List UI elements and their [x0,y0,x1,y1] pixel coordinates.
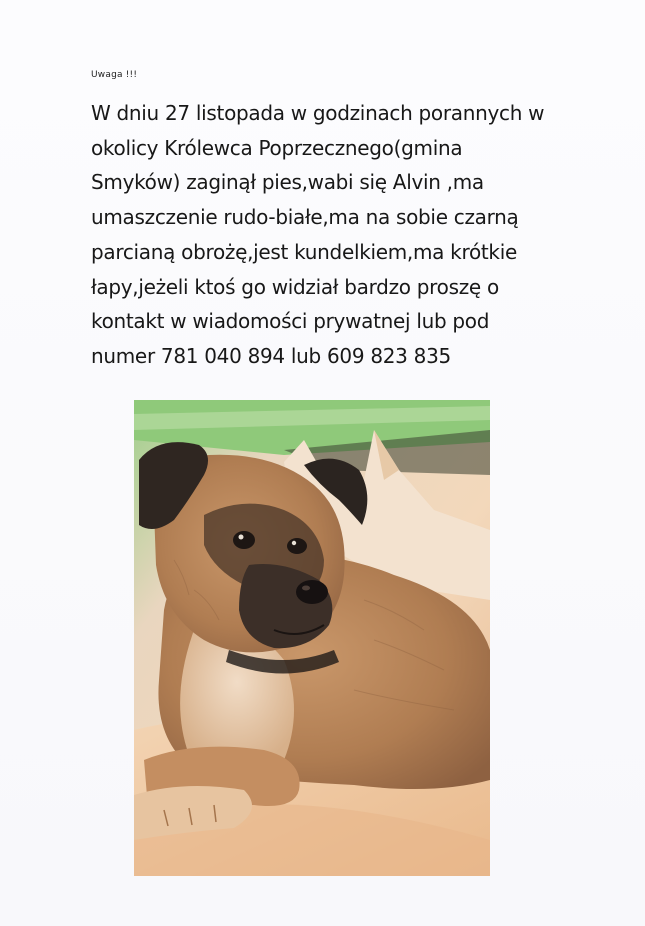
dog-illustration [134,400,490,876]
notice-line: łapy,jeżeli ktoś go widział bardzo proszę o [91,274,499,299]
notice-line: parcianą obrożę,jest kundelkiem,ma krótkie [91,239,517,264]
notice-line: Smyków) zaginął pies,wabi się Alvin ,ma [91,170,484,195]
dog-right-eye [287,538,307,554]
notice-line: kontakt w wiadomości prywatnej lub pod [91,309,490,334]
notice-line: W dniu 27 listopada w godzinach porannych w [91,101,545,125]
notice-line: numer 781 040 894 lub 609 823 835 [91,343,451,368]
dog-photo [134,400,490,876]
notice-line: okolicy Królewca Poprzecznego(gmina [91,135,463,160]
notice-body [91,96,591,374]
dog-nose [296,580,328,604]
dog-left-eye [233,531,255,549]
notice-line: umaszczenie rudo-białe,ma na sobie czarną [91,205,519,230]
notice-heading: Uwaga !!! [91,70,138,80]
